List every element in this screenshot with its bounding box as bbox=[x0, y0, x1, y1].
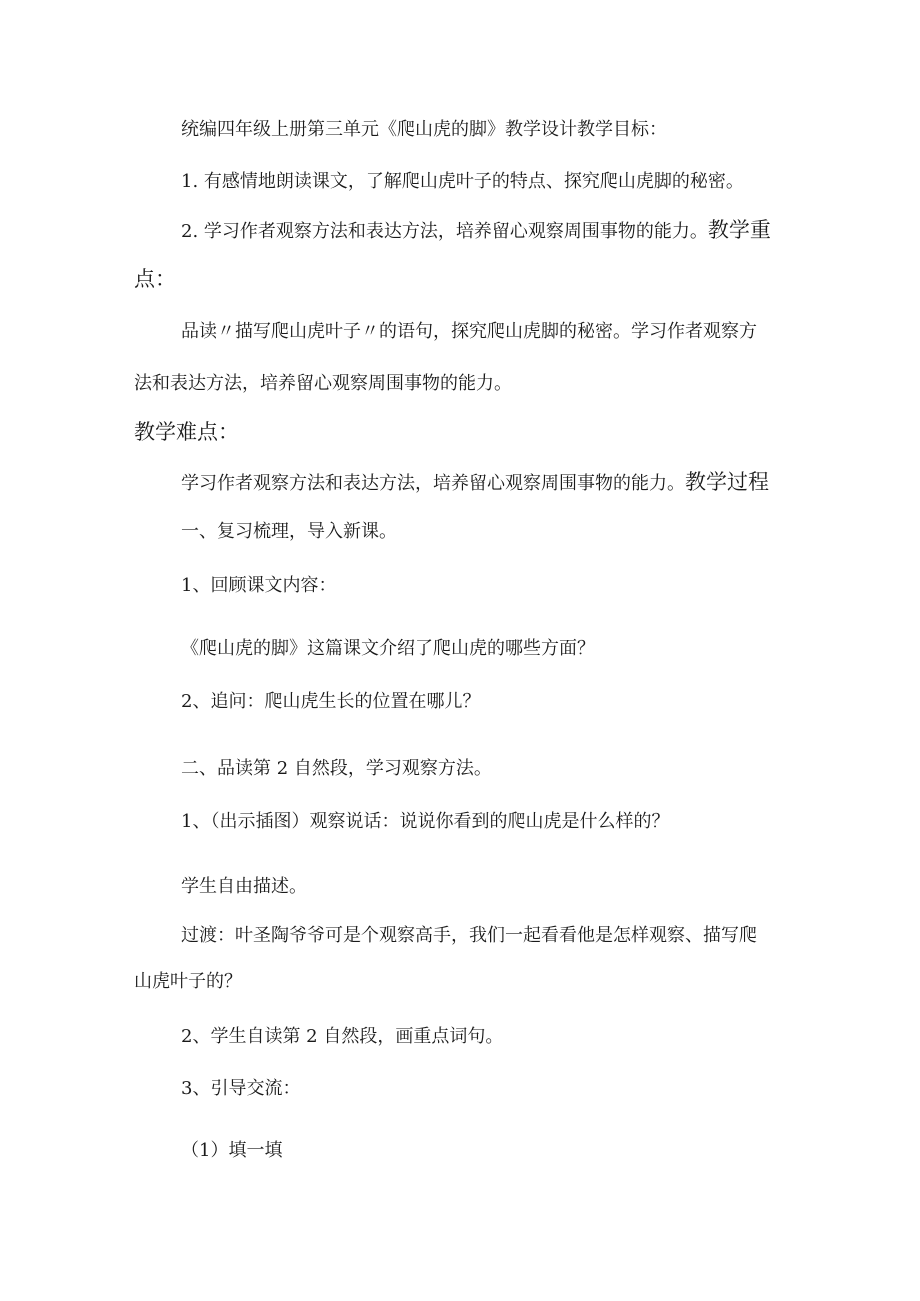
difficulty-heading: 教学难点： bbox=[134, 420, 239, 444]
section-1-heading: 一、复习梳理，导入新课。 bbox=[181, 521, 397, 542]
keypoint-line-1: 品读〃描写爬山虎叶子〃的语句，探究爬山虎脚的秘密。学习作者观察方 bbox=[181, 321, 757, 342]
goal-1: 1. 有感情地朗读课文，了解爬山虎叶子的特点、探究爬山虎脚的秘密。 bbox=[181, 171, 744, 192]
question-1: 《爬山虎的脚》这篇课文介绍了爬山虎的哪些方面？ bbox=[181, 638, 595, 659]
student-description: 学生自由描述。 bbox=[181, 876, 307, 897]
item-2-2: 2、学生自读第 2 自然段，画重点词句。 bbox=[181, 1026, 504, 1047]
difficulty-line bbox=[181, 470, 769, 496]
section-2-heading: 二、品读第 2 自然段，学习观察方法。 bbox=[181, 758, 492, 779]
keypoint-line-2: 法和表达方法，培养留心观察周围事物的能力。 bbox=[134, 373, 512, 394]
key-points-heading: 教学重 bbox=[707, 218, 771, 242]
difficulty-text: 学习作者观察方法和表达方法，培养留心观察周围事物的能力。 bbox=[181, 473, 685, 494]
goal-2-line-2: 点： bbox=[134, 267, 176, 291]
item-1-1: 1、回顾课文内容： bbox=[181, 575, 337, 596]
goal-2-line-1 bbox=[181, 218, 771, 244]
item-2-3: 3、引导交流： bbox=[181, 1078, 301, 1099]
fill-in-heading: （1）填一填 bbox=[181, 1140, 283, 1161]
transition-line-2: 山虎叶子的？ bbox=[134, 971, 242, 992]
title-line: 统编四年级上册第三单元《爬山虎的脚》教学设计教学目标： bbox=[181, 119, 667, 140]
process-heading: 教学过程 bbox=[685, 470, 769, 494]
transition-line-1: 过渡：叶圣陶爷爷可是个观察高手，我们一起看看他是怎样观察、描写爬 bbox=[181, 925, 757, 946]
item-1-2: 2、追问：爬山虎生长的位置在哪儿？ bbox=[181, 691, 481, 712]
item-2-1: 1、（出示插图）观察说话：说说你看到的爬山虎是什么样的？ bbox=[181, 811, 670, 832]
goal-2-text: 2. 学习作者观察方法和表达方法，培养留心观察周围事物的能力。 bbox=[181, 221, 708, 242]
